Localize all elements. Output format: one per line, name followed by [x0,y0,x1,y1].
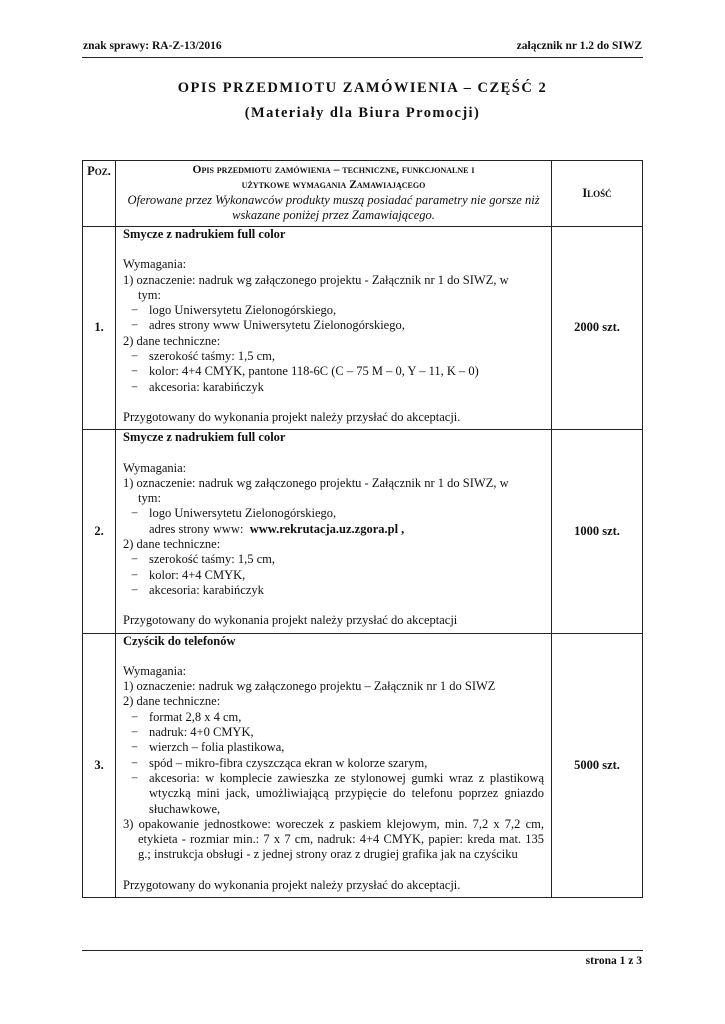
item-title: Czyścik do telefonów [123,633,236,648]
header-divider [82,57,643,58]
row-number: 2. [83,430,116,633]
requirement-line: tym: [138,287,161,302]
row-description [116,633,552,897]
row-description [116,430,552,633]
specification-table [82,160,643,898]
requirement-line: 1) oznaczenie: nadruk wg załączonego projektu - Załącznik nr 1 do SIWZ, w [123,272,509,287]
requirement-bullet: − wierzch – folia plastikowa, [123,740,544,755]
requirement-bullet: − szerokość taśmy: 1,5 cm, [123,349,544,364]
approval-note: Przygotowany do wykonania projekt należy przysłać do akceptacji. [123,877,461,892]
page-header [83,40,642,56]
requirement-bullet: − akcesoria: karabińczyk [123,380,544,395]
table-row [83,430,643,633]
requirement-line: 1) oznaczenie: nadruk wg załączonego projektu - Załącznik nr 1 do SIWZ, w [123,475,509,490]
requirement-bullet: − kolor: 4+4 CMYK, [123,568,544,583]
document-subtitle: (Materiały dla Biura Promocji) [244,105,481,121]
row-quantity: 1000 szt. [552,430,643,633]
website-url: www.rekrutacja.uz.zgora.pl , [249,521,405,536]
footer-divider [82,950,643,951]
column-header-quantity: Ilość [552,161,643,227]
requirement-line: 1) oznaczenie: nadruk wg załączonego projektu – Załącznik nr 1 do SIWZ [123,679,496,694]
requirement-bullet: − spód – mikro-fibra czyszcząca ekran w kolorze szarym, [123,756,544,771]
column-header-note: Oferowane przez Wykonawców produkty muszą posiadać parametry nie gorsze niż wskazane poniżej przez Zamawiającego. [127,193,540,222]
table-header-row [83,161,643,227]
row-description [116,227,552,430]
requirement-line: tym: [138,491,161,506]
requirement-line: 2) dane techniczne: [123,694,221,709]
row-number: 1. [83,227,116,430]
row-quantity: 5000 szt. [552,633,643,897]
case-reference: znak sprawy: RA-Z-13/2016 [83,40,222,52]
row-number: 3. [83,633,116,897]
column-header-title-line-1: Opis przedmiotu zamówienia – techniczne, funkcjonalne i [192,164,475,176]
approval-note: Przygotowany do wykonania projekt należy przysłać do akceptacji [123,613,458,628]
approval-note: Przygotowany do wykonania projekt należy przysłać do akceptacji. [123,409,461,424]
requirement-line: 2) dane techniczne: [123,333,221,348]
requirement-bullet: − logo Uniwersytetu Zielonogórskiego, [123,506,544,521]
requirement-bullet: − szerokość taśmy: 1,5 cm, [123,552,544,567]
requirements-label: Wymagania: [123,663,187,678]
requirement-bullet: − format 2,8 x 4 cm, [123,710,544,725]
requirement-line: 2) dane techniczne: [123,537,221,552]
accessory-text: akcesoria: w komplecie zawieszka ze stylonowej gumki wraz z plastikową wtyczką mini jack, umożliwiającą przypięcie do telefonu poprzez gniazdo słuchawkowe, [149,770,544,816]
requirement-bullet: − akcesoria: karabińczyk [123,583,544,598]
requirement-bullet: − kolor: 4+4 CMYK, pantone 118-6C (C – 75 M – 0, Y – 11, K – 0) [123,364,544,379]
item-title: Smycze z nadrukiem full color [123,430,286,445]
requirement-bullet: − nadruk: 4+0 CMYK, [123,725,544,740]
requirement-bullet: − logo Uniwersytetu Zielonogórskiego, [123,303,544,318]
row-quantity: 2000 szt. [552,227,643,430]
website-line [123,522,544,537]
column-header-title-line-2: użytkowe wymagania Zamawiającego [241,179,426,191]
item-title: Smycze z nadrukiem full color [123,227,286,241]
page-number: strona 1 z 3 [585,955,642,967]
requirement-line: 3) opakowanie jednostkowe: woreczek z paskiem klejowym, min. 7,2 x 7,2 cm, etykieta - rozmiar min.: 7 x 7 cm, nadruk: 4+4 CMYK, papier: kreda mat. 135 g.; instrukcja obsługi - z jednej strony oraz z drugiej grafika jak na czyściku [123,816,544,862]
column-header-poz: Poz. [83,161,116,227]
table-row [83,633,643,897]
attachment-label: załącznik nr 1.2 do SIWZ [516,40,642,52]
website-label: adres strony www: [149,521,244,536]
requirements-label: Wymagania: [123,257,187,272]
column-header-description [116,161,552,227]
requirement-bullet: − akcesoria: w komplecie zawieszka ze stylonowej gumki wraz z plastikową wtyczką mini jack, umożliwiającą przypięcie do telefonu poprzez gniazdo słuchawkowe, [131,770,544,816]
requirement-bullet: − adres strony www Uniwersytetu Zielonogórskiego, [123,318,544,333]
document-title: OPIS PRZEDMIOTU ZAMÓWIENIA – CZĘŚĆ 2 [177,80,548,96]
requirements-label: Wymagania: [123,460,187,475]
table-row [83,227,643,430]
